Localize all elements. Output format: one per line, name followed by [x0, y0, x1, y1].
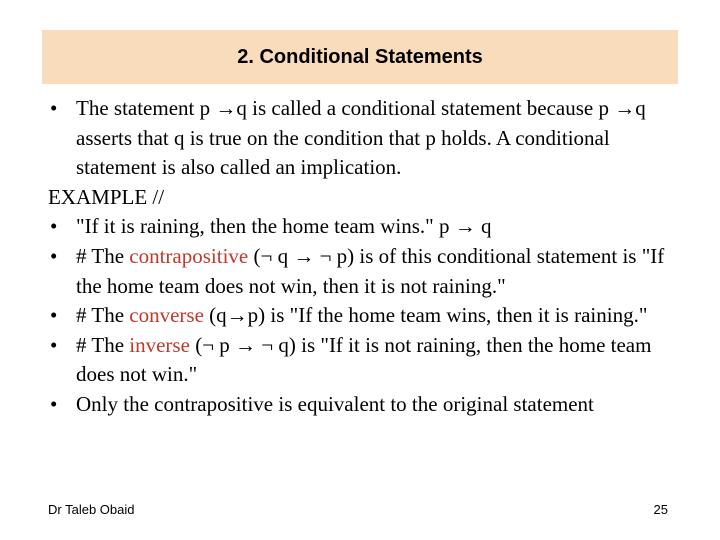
converse-prefix: # The: [76, 303, 130, 328]
bullet-example: • "If it is raining, then the home team wins." p → q: [48, 212, 678, 242]
inverse-term: inverse: [129, 332, 190, 357]
contrapositive-prefix: # The: [76, 243, 130, 268]
bullet-conclusion: • Only the contrapositive is equivalent to the original statement: [48, 390, 678, 420]
footer-author: Dr Taleb Obaid: [48, 502, 135, 517]
inverse-prefix: # The: [76, 332, 130, 357]
title-bar: [42, 30, 678, 84]
bullet-contrapositive: [48, 242, 678, 301]
bullet-inverse: [48, 331, 678, 390]
slide-body: [48, 94, 678, 420]
converse-term: converse: [129, 303, 204, 328]
contrapositive-text: (¬ q → ¬ p) is of this conditional statement is "If the home team does not win, then it is not raining.": [76, 243, 665, 298]
example-label: EXAMPLE //: [48, 184, 165, 209]
contrapositive-term: contrapositive: [129, 243, 249, 268]
slide-title: 2. Conditional Statements: [237, 45, 483, 68]
converse-text: (q→p) is "If the home team wins, then it is raining.": [203, 303, 648, 328]
inverse-text: (¬ p → ¬ q) is "If it is not raining, then the home team does not win.": [76, 332, 652, 387]
bullet-converse: [48, 301, 678, 331]
bullet-definition: • The statement p →q is called a conditional statement because p →q asserts that q is true on the condition that p holds. A conditional statement is also called an implication.: [48, 94, 678, 183]
slide-number: 25: [653, 502, 668, 517]
